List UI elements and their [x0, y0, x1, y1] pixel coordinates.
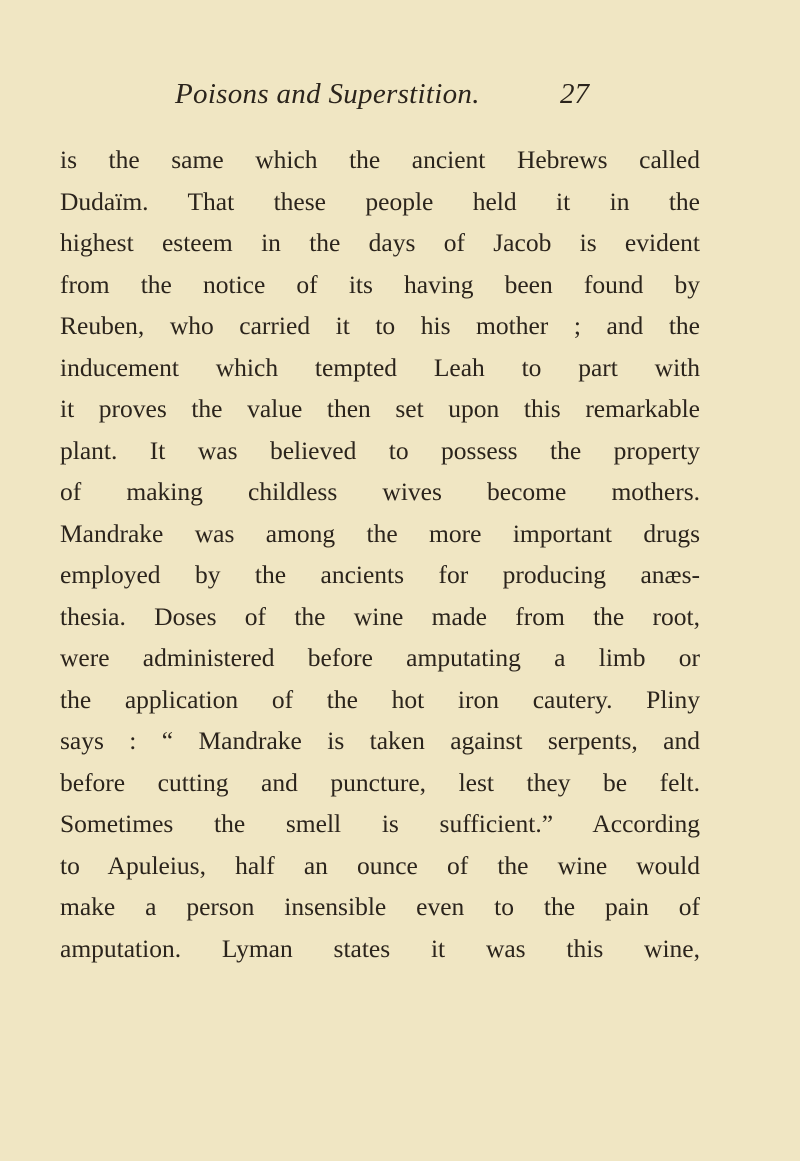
- text-line: plant. It was believed to possess the property: [60, 435, 700, 465]
- text-line: the application of the hot iron cautery. Pliny: [60, 684, 700, 714]
- text-line: to Apuleius, half an ounce of the wine would: [60, 850, 700, 880]
- text-line: were administered before amputating a limb or: [60, 643, 700, 672]
- text-line: Reuben, who carried it to his mother ; and the: [60, 311, 700, 340]
- text-line: before cutting and puncture, lest they be felt.: [60, 767, 700, 797]
- text-line: highest esteem in the days of Jacob is evident: [60, 228, 700, 257]
- text-line: inducement which tempted Leah to part with: [60, 352, 700, 382]
- running-title: Poisons and Superstition.: [175, 78, 480, 110]
- text-line: it proves the value then set upon this remarkable: [60, 394, 700, 423]
- text-line: Mandrake was among the more important drugs: [60, 518, 700, 548]
- text-line: employed by the ancients for producing anæs-: [60, 560, 700, 589]
- running-head: [0, 78, 800, 118]
- text-line: of making childless wives become mothers.: [60, 477, 700, 506]
- text-line: thesia. Doses of the wine made from the root,: [60, 601, 700, 631]
- body-text: [60, 139, 700, 969]
- text-line: amputation. Lyman states it was this wine,: [60, 933, 700, 963]
- text-line: Dudaïm. That these people held it in the: [60, 186, 700, 216]
- text-line: from the notice of its having been found by: [60, 269, 700, 299]
- text-line: says : “ Mandrake is taken against serpents, and: [60, 726, 700, 755]
- text-line: Sometimes the smell is sufficient.” According: [60, 809, 700, 838]
- page-number: 27: [560, 78, 589, 110]
- text-line: is the same which the ancient Hebrews called: [60, 145, 700, 174]
- text-line: make a person insensible even to the pain of: [60, 892, 700, 921]
